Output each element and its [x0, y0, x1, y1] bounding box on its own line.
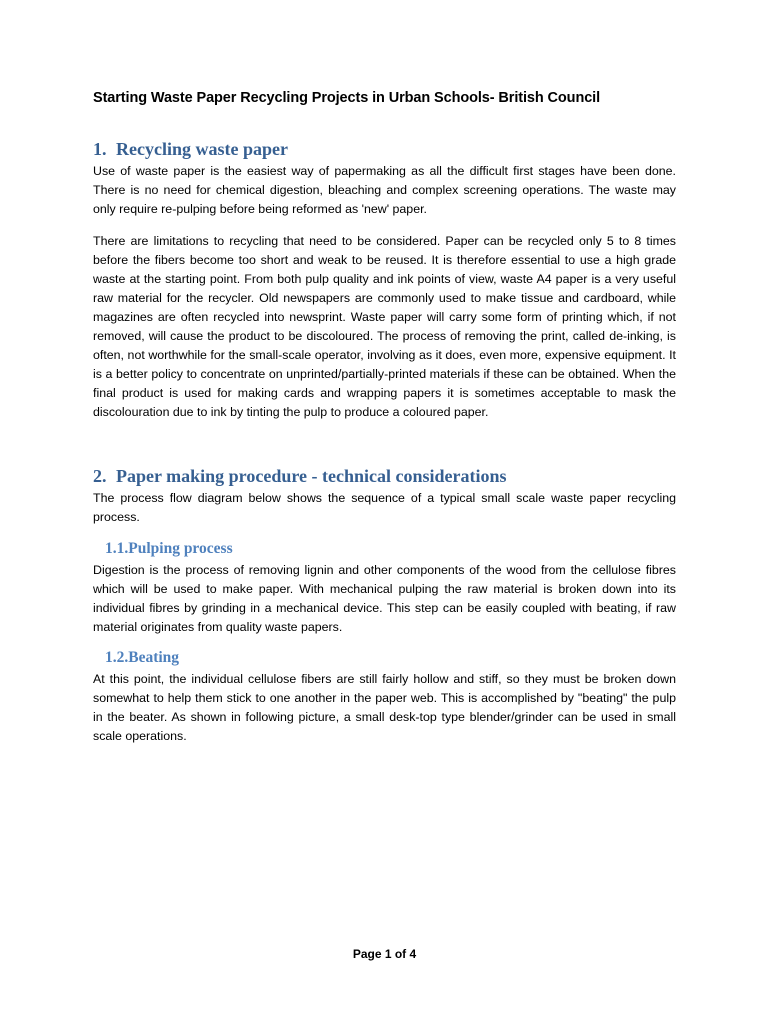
document-page — [93, 0, 676, 1024]
section-2-number: 2. — [93, 466, 107, 486]
subsection-pulping-paragraph: Digestion is the process of removing lignin and other components of the wood from the cellulose fibres which will be used to make paper. With mechanical pulping the raw material is broken down into its individual fibres by grinding in a mechanical device. This step can be easily coupled with beating, if raw material originates from quality waste papers. — [93, 563, 676, 634]
section-1-title: Recycling waste paper — [116, 139, 288, 159]
section-2-title: Paper making procedure - technical considerations — [116, 466, 507, 486]
section-2-paragraph-1: The process flow diagram below shows the sequence of a typical small scale waste paper recycling process. — [93, 491, 676, 524]
subsection-beating-heading: 1.2.Beating — [105, 649, 180, 666]
document-title: Starting Waste Paper Recycling Projects in Urban Schools- British Council — [93, 90, 601, 106]
section-1-paragraph-2: There are limitations to recycling that need to be considered. Paper can be recycled only 5 to 8 times before the fibers become too short and weak to be reused. It is therefore essential to use a high grade waste at the starting point. From both pulp quality and ink points of view, waste A4 paper is a very useful raw material for the recycler. Old newspapers are commonly used to make tissue and cardboard, while magazines are often recycled into newsprint. Waste paper will carry some form of printing which, if not removed, will cause the product to be discoloured. The process of removing the print, called de-inking, is often, not worthwhile for the small-scale operator, involving as it does, even more, expensive equipment. It is a better policy to concentrate on unprinted/partially-printed materials if these can be obtained. When the final product is used for making cards and wrapping papers it is sometimes acceptable to mask the discolouration due to ink by tinting the pulp to produce a coloured paper. — [93, 234, 676, 419]
section-1-number: 1. — [93, 139, 107, 159]
section-1-heading — [93, 139, 676, 160]
subsection-beating-paragraph: At this point, the individual cellulose fibers are still fairly hollow and stiff, so they must be broken down somewhat to help them stick to one another in the paper web. This is accomplished by "beating" the pulp in the beater. As shown in following picture, a small desk-top type blender/grinder can be used in small scale operations. — [93, 672, 676, 743]
section-1-paragraph-1: Use of waste paper is the easiest way of papermaking as all the difficult first stages have been done. There is no need for chemical digestion, bleaching and complex screening operations. The waste may only require re-pulping before being reformed as 'new' paper. — [93, 164, 676, 216]
subsection-pulping-heading: 1.1.Pulping process — [105, 540, 233, 557]
page-number: Page 1 of 4 — [352, 947, 417, 961]
section-2-heading — [93, 466, 676, 487]
